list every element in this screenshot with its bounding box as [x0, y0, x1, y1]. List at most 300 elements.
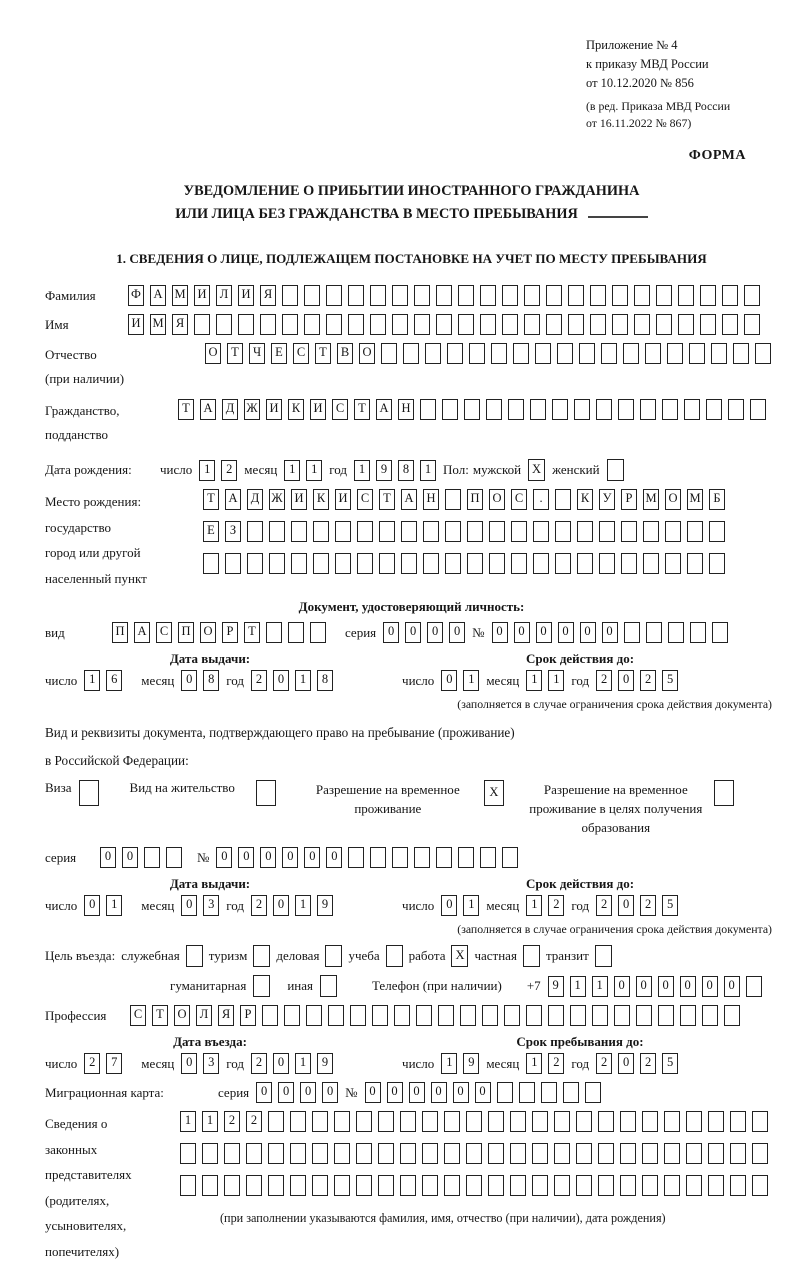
char-box[interactable]: А — [200, 399, 216, 420]
char-box[interactable]: Т — [354, 399, 370, 420]
char-box[interactable] — [268, 1143, 284, 1164]
char-box[interactable] — [598, 1111, 614, 1132]
char-box[interactable]: 9 — [317, 895, 333, 916]
char-box[interactable] — [348, 285, 364, 306]
char-box[interactable] — [614, 1005, 630, 1026]
res-valid-month-boxes[interactable] — [526, 895, 564, 916]
char-box[interactable] — [541, 1082, 557, 1103]
char-box[interactable] — [379, 521, 395, 542]
char-box[interactable]: Ч — [249, 343, 265, 364]
char-box[interactable] — [262, 1005, 278, 1026]
char-box[interactable] — [511, 553, 527, 574]
char-box[interactable]: Р — [222, 622, 238, 643]
char-box[interactable] — [381, 343, 397, 364]
char-box[interactable]: О — [174, 1005, 190, 1026]
char-box[interactable] — [225, 553, 241, 574]
char-box[interactable] — [480, 847, 496, 868]
temp-residence-edu-checkbox[interactable] — [714, 780, 734, 806]
char-box[interactable] — [320, 975, 337, 997]
char-box[interactable]: 0 — [724, 976, 740, 997]
char-box[interactable]: М — [150, 314, 166, 335]
char-box[interactable] — [304, 285, 320, 306]
char-box[interactable] — [334, 1143, 350, 1164]
char-box[interactable] — [568, 314, 584, 335]
char-box[interactable]: А — [150, 285, 166, 306]
char-box[interactable]: Т — [315, 343, 331, 364]
char-box[interactable] — [708, 1143, 724, 1164]
char-box[interactable]: 2 — [246, 1111, 262, 1132]
char-box[interactable] — [480, 314, 496, 335]
char-box[interactable] — [445, 489, 461, 510]
birth-place-boxes-1[interactable] — [203, 489, 725, 510]
char-box[interactable]: 0 — [84, 895, 100, 916]
char-box[interactable] — [403, 343, 419, 364]
char-box[interactable] — [447, 343, 463, 364]
char-box[interactable]: 1 — [420, 460, 436, 481]
char-box[interactable]: 3 — [203, 895, 219, 916]
char-box[interactable] — [312, 1111, 328, 1132]
char-box[interactable] — [599, 521, 615, 542]
mig-series-boxes[interactable] — [256, 1082, 338, 1103]
char-box[interactable] — [576, 1175, 592, 1196]
char-box[interactable]: 0 — [300, 1082, 316, 1103]
char-box[interactable] — [313, 521, 329, 542]
char-box[interactable]: Л — [216, 285, 232, 306]
char-box[interactable] — [392, 847, 408, 868]
char-box[interactable]: 2 — [640, 895, 656, 916]
char-box[interactable] — [576, 1111, 592, 1132]
char-box[interactable]: 8 — [317, 670, 333, 691]
char-box[interactable] — [356, 1143, 372, 1164]
char-box[interactable]: 1 — [548, 670, 564, 691]
char-box[interactable] — [504, 1005, 520, 1026]
char-box[interactable]: О — [205, 343, 221, 364]
char-box[interactable] — [290, 1175, 306, 1196]
char-box[interactable]: 0 — [680, 976, 696, 997]
char-box[interactable] — [646, 622, 662, 643]
char-box[interactable]: 2 — [251, 670, 267, 691]
char-box[interactable] — [445, 521, 461, 542]
char-box[interactable]: Я — [172, 314, 188, 335]
char-box[interactable] — [684, 399, 700, 420]
char-box[interactable] — [416, 1005, 432, 1026]
char-box[interactable]: 1 — [526, 670, 542, 691]
char-box[interactable] — [621, 521, 637, 542]
char-box[interactable]: 0 — [536, 622, 552, 643]
char-box[interactable] — [489, 521, 505, 542]
char-box[interactable] — [423, 553, 439, 574]
char-box[interactable] — [436, 314, 452, 335]
char-box[interactable]: 5 — [662, 670, 678, 691]
char-box[interactable]: 2 — [224, 1111, 240, 1132]
char-box[interactable]: 1 — [180, 1111, 196, 1132]
char-box[interactable] — [728, 399, 744, 420]
char-box[interactable] — [752, 1143, 768, 1164]
char-box[interactable]: 0 — [383, 622, 399, 643]
char-box[interactable] — [708, 1175, 724, 1196]
temp-residence-checkbox[interactable] — [484, 780, 504, 806]
char-box[interactable]: Ж — [244, 399, 260, 420]
char-box[interactable] — [577, 553, 593, 574]
char-box[interactable]: 7 — [106, 1053, 122, 1074]
char-box[interactable]: . — [533, 489, 549, 510]
char-box[interactable] — [620, 1175, 636, 1196]
char-box[interactable] — [708, 1111, 724, 1132]
char-box[interactable] — [288, 622, 304, 643]
char-box[interactable]: 1 — [295, 1053, 311, 1074]
stay-day-boxes[interactable] — [441, 1053, 479, 1074]
doc-number-boxes[interactable] — [492, 622, 728, 643]
char-box[interactable] — [442, 399, 458, 420]
char-box[interactable]: 9 — [376, 460, 392, 481]
char-box[interactable]: З — [225, 521, 241, 542]
char-box[interactable]: 2 — [251, 1053, 267, 1074]
char-box[interactable] — [590, 285, 606, 306]
char-box[interactable]: 0 — [618, 1053, 634, 1074]
char-box[interactable] — [620, 1143, 636, 1164]
char-box[interactable] — [291, 521, 307, 542]
doc-issue-month-boxes[interactable] — [181, 670, 219, 691]
purpose-other-checkbox[interactable] — [320, 975, 337, 997]
char-box[interactable] — [482, 1005, 498, 1026]
stay-month-boxes[interactable] — [526, 1053, 564, 1074]
char-box[interactable] — [711, 343, 727, 364]
char-box[interactable]: 0 — [580, 622, 596, 643]
char-box[interactable] — [436, 285, 452, 306]
char-box[interactable]: 0 — [181, 1053, 197, 1074]
char-box[interactable] — [554, 1111, 570, 1132]
char-box[interactable] — [526, 1005, 542, 1026]
birth-place-boxes-2[interactable] — [203, 521, 725, 542]
char-box[interactable]: 0 — [475, 1082, 491, 1103]
char-box[interactable]: Я — [218, 1005, 234, 1026]
char-box[interactable] — [445, 553, 461, 574]
char-box[interactable]: 0 — [636, 976, 652, 997]
char-box[interactable] — [599, 553, 615, 574]
char-box[interactable] — [533, 553, 549, 574]
char-box[interactable] — [312, 1175, 328, 1196]
res-issue-day-boxes[interactable] — [84, 895, 122, 916]
char-box[interactable]: Т — [379, 489, 395, 510]
char-box[interactable] — [444, 1111, 460, 1132]
char-box[interactable] — [579, 343, 595, 364]
char-box[interactable] — [714, 780, 734, 806]
char-box[interactable] — [356, 1175, 372, 1196]
char-box[interactable]: 0 — [282, 847, 298, 868]
char-box[interactable] — [664, 1175, 680, 1196]
char-box[interactable] — [502, 314, 518, 335]
char-box[interactable]: 2 — [548, 1053, 564, 1074]
char-box[interactable]: 2 — [640, 670, 656, 691]
char-box[interactable]: 0 — [449, 622, 465, 643]
char-box[interactable] — [386, 945, 403, 967]
char-box[interactable] — [722, 285, 738, 306]
char-box[interactable] — [400, 1111, 416, 1132]
char-box[interactable] — [524, 314, 540, 335]
char-box[interactable] — [510, 1175, 526, 1196]
char-box[interactable] — [394, 1005, 410, 1026]
purpose-work-checkbox[interactable] — [451, 945, 468, 967]
char-box[interactable] — [260, 314, 276, 335]
char-box[interactable] — [458, 314, 474, 335]
char-box[interactable] — [438, 1005, 454, 1026]
char-box[interactable] — [607, 459, 624, 481]
char-box[interactable] — [513, 343, 529, 364]
char-box[interactable] — [730, 1143, 746, 1164]
char-box[interactable] — [282, 285, 298, 306]
char-box[interactable]: 0 — [260, 847, 276, 868]
char-box[interactable]: 1 — [84, 670, 100, 691]
purpose-humanitarian-checkbox[interactable] — [253, 975, 270, 997]
birth-month-boxes[interactable] — [284, 460, 322, 481]
char-box[interactable]: Т — [178, 399, 194, 420]
char-box[interactable]: Т — [152, 1005, 168, 1026]
char-box[interactable] — [480, 285, 496, 306]
char-box[interactable]: С — [357, 489, 373, 510]
char-box[interactable] — [436, 847, 452, 868]
char-box[interactable] — [598, 1175, 614, 1196]
char-box[interactable] — [532, 1175, 548, 1196]
char-box[interactable] — [535, 343, 551, 364]
char-box[interactable]: 2 — [221, 460, 237, 481]
char-box[interactable]: Р — [621, 489, 637, 510]
entry-month-boxes[interactable] — [181, 1053, 219, 1074]
representatives-boxes-3[interactable] — [180, 1175, 768, 1196]
char-box[interactable] — [640, 399, 656, 420]
char-box[interactable] — [224, 1143, 240, 1164]
char-box[interactable] — [328, 1005, 344, 1026]
char-box[interactable]: И — [238, 285, 254, 306]
char-box[interactable]: 0 — [256, 1082, 272, 1103]
char-box[interactable] — [722, 314, 738, 335]
char-box[interactable] — [488, 1111, 504, 1132]
char-box[interactable] — [620, 1111, 636, 1132]
char-box[interactable]: И — [291, 489, 307, 510]
char-box[interactable]: 1 — [441, 1053, 457, 1074]
char-box[interactable]: А — [134, 622, 150, 643]
char-box[interactable]: 9 — [463, 1053, 479, 1074]
char-box[interactable] — [488, 1143, 504, 1164]
char-box[interactable]: X — [528, 459, 545, 481]
char-box[interactable] — [662, 399, 678, 420]
char-box[interactable] — [253, 975, 270, 997]
char-box[interactable] — [423, 521, 439, 542]
char-box[interactable] — [656, 285, 672, 306]
char-box[interactable] — [312, 1143, 328, 1164]
char-box[interactable] — [422, 1111, 438, 1132]
char-box[interactable] — [486, 399, 502, 420]
profession-boxes[interactable] — [130, 1005, 740, 1026]
char-box[interactable]: Р — [240, 1005, 256, 1026]
char-box[interactable] — [656, 314, 672, 335]
char-box[interactable]: 0 — [181, 670, 197, 691]
char-box[interactable]: 5 — [662, 1053, 678, 1074]
char-box[interactable] — [686, 1143, 702, 1164]
char-box[interactable] — [709, 521, 725, 542]
char-box[interactable] — [378, 1111, 394, 1132]
char-box[interactable]: 1 — [199, 460, 215, 481]
char-box[interactable]: Е — [271, 343, 287, 364]
char-box[interactable] — [523, 945, 540, 967]
char-box[interactable] — [642, 1143, 658, 1164]
char-box[interactable] — [585, 1082, 601, 1103]
gender-male-checkbox[interactable] — [528, 459, 545, 481]
char-box[interactable] — [530, 399, 546, 420]
char-box[interactable] — [290, 1143, 306, 1164]
char-box[interactable] — [612, 285, 628, 306]
char-box[interactable]: 0 — [492, 622, 508, 643]
char-box[interactable] — [621, 553, 637, 574]
char-box[interactable] — [420, 399, 436, 420]
birth-day-boxes[interactable] — [199, 460, 237, 481]
doc-valid-day-boxes[interactable] — [441, 670, 479, 691]
char-box[interactable]: 0 — [409, 1082, 425, 1103]
char-box[interactable]: Ф — [128, 285, 144, 306]
char-box[interactable] — [645, 343, 661, 364]
char-box[interactable]: 0 — [558, 622, 574, 643]
char-box[interactable] — [678, 285, 694, 306]
res-issue-year-boxes[interactable] — [251, 895, 333, 916]
char-box[interactable]: И — [128, 314, 144, 335]
phone-boxes[interactable] — [548, 976, 762, 997]
char-box[interactable]: И — [266, 399, 282, 420]
stay-year-boxes[interactable] — [596, 1053, 678, 1074]
purpose-tourism-checkbox[interactable] — [253, 945, 270, 967]
char-box[interactable] — [532, 1111, 548, 1132]
char-box[interactable]: 6 — [106, 670, 122, 691]
doc-valid-year-boxes[interactable] — [596, 670, 678, 691]
char-box[interactable] — [180, 1143, 196, 1164]
char-box[interactable]: Е — [203, 521, 219, 542]
char-box[interactable]: С — [332, 399, 348, 420]
char-box[interactable]: А — [401, 489, 417, 510]
char-box[interactable]: О — [200, 622, 216, 643]
char-box[interactable] — [392, 314, 408, 335]
char-box[interactable]: 0 — [181, 895, 197, 916]
char-box[interactable] — [79, 780, 99, 806]
char-box[interactable]: 2 — [251, 895, 267, 916]
char-box[interactable] — [752, 1111, 768, 1132]
char-box[interactable] — [350, 1005, 366, 1026]
purpose-private-checkbox[interactable] — [523, 945, 540, 967]
char-box[interactable]: 0 — [100, 847, 116, 868]
char-box[interactable]: 0 — [387, 1082, 403, 1103]
char-box[interactable] — [425, 343, 441, 364]
char-box[interactable] — [467, 521, 483, 542]
char-box[interactable]: И — [335, 489, 351, 510]
char-box[interactable] — [348, 847, 364, 868]
char-box[interactable]: П — [178, 622, 194, 643]
char-box[interactable] — [268, 1175, 284, 1196]
char-box[interactable]: 0 — [238, 847, 254, 868]
char-box[interactable] — [555, 489, 571, 510]
doc-valid-month-boxes[interactable] — [526, 670, 564, 691]
char-box[interactable]: 1 — [106, 895, 122, 916]
char-box[interactable] — [690, 622, 706, 643]
char-box[interactable] — [356, 1111, 372, 1132]
char-box[interactable]: К — [288, 399, 304, 420]
char-box[interactable]: Л — [196, 1005, 212, 1026]
char-box[interactable] — [592, 1005, 608, 1026]
char-box[interactable] — [618, 399, 634, 420]
char-box[interactable]: 0 — [273, 1053, 289, 1074]
char-box[interactable] — [469, 343, 485, 364]
char-box[interactable] — [712, 622, 728, 643]
char-box[interactable]: М — [687, 489, 703, 510]
char-box[interactable] — [678, 314, 694, 335]
char-box[interactable] — [750, 399, 766, 420]
char-box[interactable] — [202, 1175, 218, 1196]
char-box[interactable]: 2 — [596, 670, 612, 691]
char-box[interactable] — [519, 1082, 535, 1103]
char-box[interactable]: Н — [423, 489, 439, 510]
char-box[interactable]: Т — [203, 489, 219, 510]
char-box[interactable] — [744, 285, 760, 306]
char-box[interactable]: 8 — [203, 670, 219, 691]
char-box[interactable] — [464, 399, 480, 420]
citizenship-boxes[interactable] — [178, 399, 766, 420]
char-box[interactable] — [357, 553, 373, 574]
char-box[interactable]: 0 — [322, 1082, 338, 1103]
char-box[interactable] — [502, 285, 518, 306]
char-box[interactable] — [370, 314, 386, 335]
char-box[interactable] — [466, 1175, 482, 1196]
char-box[interactable]: 1 — [570, 976, 586, 997]
char-box[interactable] — [624, 622, 640, 643]
char-box[interactable] — [488, 1175, 504, 1196]
char-box[interactable]: 0 — [278, 1082, 294, 1103]
char-box[interactable] — [247, 553, 263, 574]
char-box[interactable]: Т — [244, 622, 260, 643]
char-box[interactable] — [335, 521, 351, 542]
char-box[interactable]: Б — [709, 489, 725, 510]
char-box[interactable] — [668, 622, 684, 643]
char-box[interactable] — [702, 1005, 718, 1026]
char-box[interactable]: 1 — [295, 895, 311, 916]
char-box[interactable] — [325, 945, 342, 967]
char-box[interactable]: У — [599, 489, 615, 510]
char-box[interactable] — [755, 343, 771, 364]
char-box[interactable]: 9 — [317, 1053, 333, 1074]
char-box[interactable] — [665, 553, 681, 574]
char-box[interactable] — [467, 553, 483, 574]
char-box[interactable] — [555, 521, 571, 542]
char-box[interactable]: О — [359, 343, 375, 364]
char-box[interactable] — [290, 1111, 306, 1132]
char-box[interactable] — [508, 399, 524, 420]
char-box[interactable]: Д — [247, 489, 263, 510]
char-box[interactable] — [555, 553, 571, 574]
char-box[interactable]: 1 — [463, 670, 479, 691]
char-box[interactable] — [414, 314, 430, 335]
char-box[interactable]: С — [130, 1005, 146, 1026]
char-box[interactable] — [401, 553, 417, 574]
char-box[interactable] — [166, 847, 182, 868]
char-box[interactable]: 1 — [354, 460, 370, 481]
char-box[interactable]: 0 — [405, 622, 421, 643]
char-box[interactable] — [246, 1143, 262, 1164]
char-box[interactable]: В — [337, 343, 353, 364]
char-box[interactable] — [563, 1082, 579, 1103]
char-box[interactable] — [664, 1111, 680, 1132]
char-box[interactable]: 0 — [614, 976, 630, 997]
char-box[interactable] — [335, 553, 351, 574]
char-box[interactable]: 0 — [514, 622, 530, 643]
mig-number-boxes[interactable] — [365, 1082, 601, 1103]
char-box[interactable]: А — [376, 399, 392, 420]
char-box[interactable] — [422, 1175, 438, 1196]
char-box[interactable] — [491, 343, 507, 364]
